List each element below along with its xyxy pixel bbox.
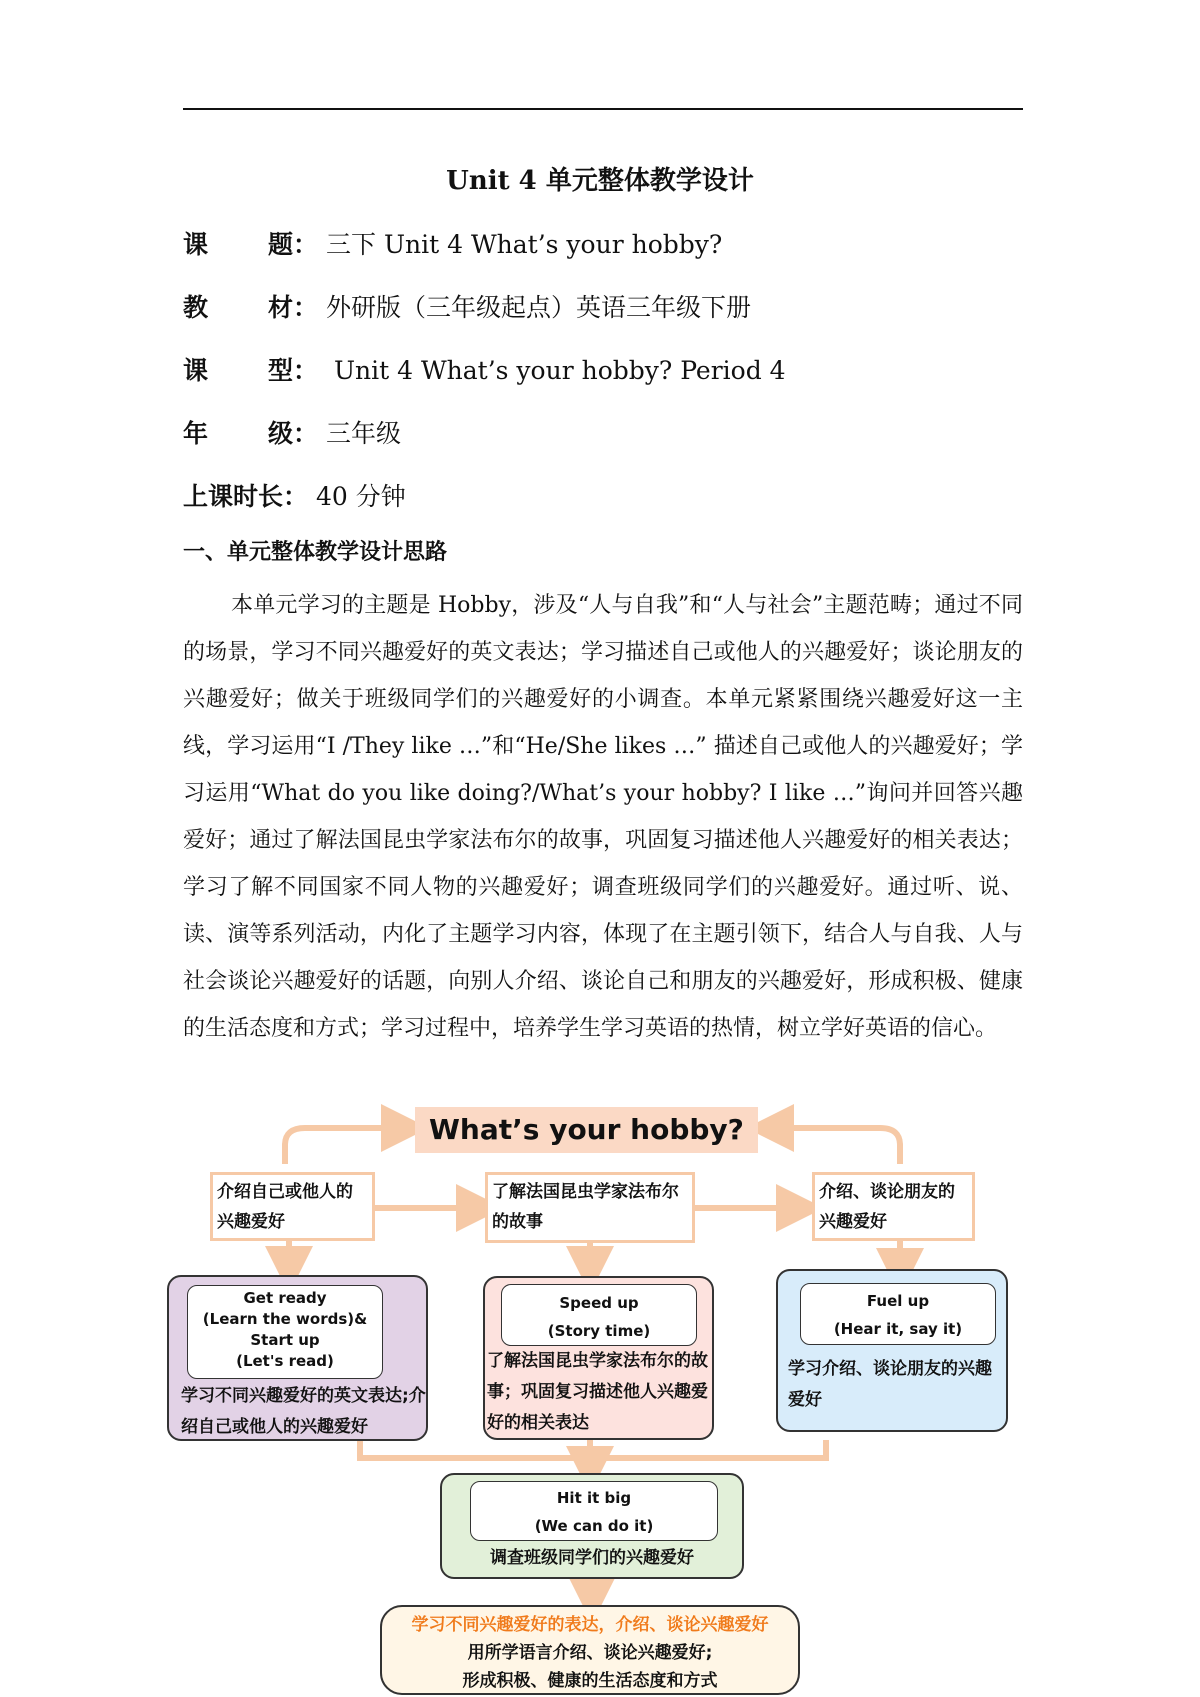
outcome-box [380,1605,800,1695]
goal-box-1: 介绍自己或他人的兴趣爱好 [210,1172,375,1241]
meta-label: 课 [183,230,209,259]
meta-label: 教 [183,293,209,322]
stage-description: 学习介绍、谈论朋友的兴趣爱好 [788,1359,992,1410]
meta-label: 级： [268,419,319,448]
stage-subtitle: (Story time) [547,1322,651,1340]
goal-box-2: 了解法国昆虫学家法布尔的故事 [485,1172,695,1243]
stage-description: 调查班级同学们的兴趣爱好 [490,1548,694,1568]
stage-subtitle: (Let's read) [236,1352,334,1370]
meta-value: 40 分钟 [308,482,406,511]
meta-value: Unit 4 What’s your hobby? Period 4 [326,356,786,385]
stage-title-box [501,1284,697,1346]
stage-title: Get ready [243,1289,327,1307]
stage-subtitle: (Hear it, say it) [833,1320,963,1338]
meta-label: 材： [268,293,319,322]
stage-subtitle: (We can do it) [534,1517,654,1535]
stage-title-box [800,1283,996,1345]
meta-label: 课 [183,356,209,385]
stage-box-speed-up [483,1276,714,1440]
diagram-central-question: What’s your hobby? [415,1107,758,1153]
stage-title: Fuel up [866,1292,930,1310]
outcome-line-highlight: 学习不同兴趣爱好的表达，介绍、谈论兴趣爱好 [411,1615,769,1635]
stage-title-box [187,1285,383,1379]
stage-box-hit-it-big [440,1473,744,1579]
stage-subtitle: (Learn the words)& [202,1310,368,1328]
stage-title-box [470,1481,718,1541]
body-paragraph: 本单元学习的主题是 Hobby，涉及“人与自我”和“人与社会”主题范畴；通过不同的场景，学习不同兴趣爱好的英文表达；学习描述自己或他人的兴趣爱好；谈论朋友的兴趣爱好；做关于班级同学们的兴趣爱好的小调查。本单元紧紧围绕兴趣爱好这一主线，学习运用“I /They like …”和“He/She likes …” 描述自己或他人的兴趣爱好；学习运用“What do you like doing?/What’s your hobby? I like …”询问并回答兴趣爱好；通过了解法国昆虫学家法布尔的故事，巩固复习描述他人兴趣爱好的相关表达；学习了解不同国家不同人物的兴趣爱好；调查班级同学们的兴趣爱好。通过听、说、读、演等系列活动，内化了主题学习内容，体现了在主题引领下，结合人与自我、人与社会谈论兴趣爱好的话题，向别人介绍、谈论自己和朋友的兴趣爱好，形成积极、健康的生活态度和方式；学习过程中，培养学生学习英语的热情，树立学好英语的信心。 [183,593,1023,1041]
stage-title: Speed up [559,1294,639,1312]
stage-description: 了解法国昆虫学家法布尔的故事；巩固复习描述他人兴趣爱好的相关表达 [487,1351,708,1433]
meta-label: 年 [183,419,209,448]
section-heading: 一、单元整体教学设计思路 [183,540,448,565]
goal-box-3: 介绍、谈论朋友的兴趣爱好 [812,1172,975,1241]
outcome-line: 形成积极、健康的生活态度和方式 [462,1671,718,1691]
stage-title: Hit it big [556,1489,632,1507]
meta-label: 型： [268,356,319,385]
stage-box-get-ready [167,1275,428,1441]
meta-value: 三年级 [326,419,402,448]
document-title: Unit 4 单元整体教学设计 [446,166,754,196]
outcome-line: 用所学语言介绍、谈论兴趣爱好; [467,1643,713,1663]
meta-value: 外研版（三年级起点）英语三年级下册 [326,293,752,322]
meta-value: 三下 Unit 4 What’s your hobby? [326,230,723,259]
stage-description: 学习不同兴趣爱好的英文表达;介绍自己或他人的兴趣爱好 [181,1386,426,1437]
stage-box-fuel-up [776,1269,1008,1432]
meta-label: 上课时长： [183,482,309,511]
meta-label: 题： [268,230,319,259]
stage-subtitle: Start up [250,1331,320,1349]
